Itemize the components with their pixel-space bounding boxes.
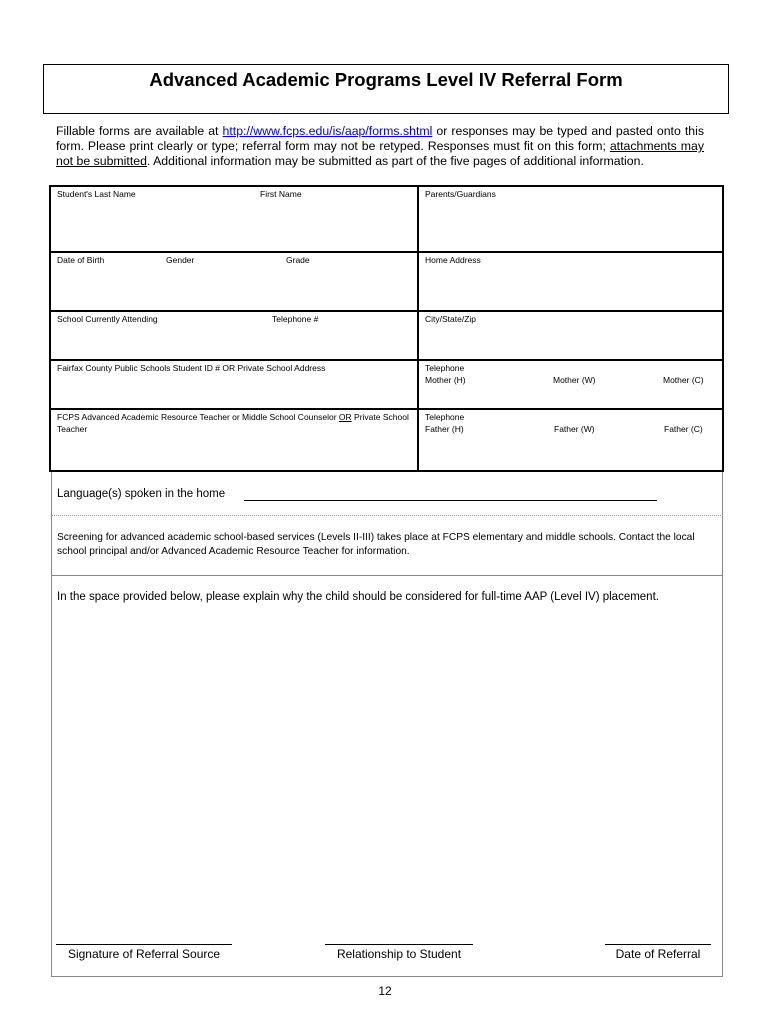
mother-cell-field[interactable]: Mother (C) [663, 375, 704, 385]
gender-field[interactable]: Gender [166, 255, 195, 265]
date-line[interactable] [605, 944, 711, 945]
grid-divider [417, 185, 419, 472]
date-label: Date of Referral [615, 947, 701, 961]
school-field[interactable]: School Currently Attending [57, 314, 158, 324]
teacher-field[interactable] [57, 411, 409, 435]
intro-tail: . Additional information may be submitted as part of the five pages of additional information. [146, 154, 644, 168]
forms-link[interactable]: http://www.fcps.edu/is/aap/forms.shtml [222, 124, 433, 138]
section-divider [51, 515, 723, 516]
intro-paragraph [56, 124, 704, 169]
form-title: Advanced Academic Programs Level IV Referral Form [149, 69, 623, 90]
relationship-label: Relationship to Student [336, 947, 462, 961]
first-name-field[interactable]: First Name [260, 189, 302, 199]
telephone-field[interactable]: Telephone # [272, 314, 319, 324]
last-name-field[interactable]: Student's Last Name [57, 189, 136, 199]
telephone-label-1: Telephone [425, 363, 465, 373]
explain-text: In the space provided below, please explain why the child should be considered for full-time AAP (Level IV) placement. [57, 591, 659, 603]
intro-text: Fillable forms are available at [56, 124, 223, 138]
language-label: Language(s) spoken in the home [57, 488, 226, 500]
student-id-field[interactable]: Fairfax County Public Schools Student ID # OR Private School Address [57, 363, 326, 373]
page-number: 12 [378, 984, 392, 998]
dob-field[interactable]: Date of Birth [57, 255, 105, 265]
parents-field[interactable]: Parents/Guardians [425, 189, 496, 199]
grid-row-line [49, 408, 724, 410]
grade-field[interactable]: Grade [286, 255, 310, 265]
city-state-zip-field[interactable]: City/State/Zip [425, 314, 477, 324]
screening-text: Screening for advanced academic school-based services (Levels II-III) takes place at FCPS elementary and middle schools. Contact the local school principal and/or Advanced Academic Resource Teacher for information. [57, 532, 695, 557]
mother-home-field[interactable]: Mother (H) [425, 375, 466, 385]
intro-underlined: attachments may not be submitted [56, 139, 704, 168]
language-input-line[interactable] [244, 500, 657, 501]
grid-row-line [49, 359, 724, 361]
relationship-line[interactable] [325, 944, 473, 945]
signature-line[interactable] [56, 944, 232, 945]
grid-row-line [49, 251, 724, 253]
father-work-field[interactable]: Father (W) [554, 424, 595, 434]
section-divider [51, 575, 723, 576]
father-home-field[interactable]: Father (H) [425, 424, 464, 434]
telephone-label-2: Telephone [425, 412, 465, 422]
intro-text-2: or responses may be typed and pasted onto this form. Please print clearly or type; referral form may not be retyped. Responses must fit on this form; [56, 124, 704, 153]
teacher-or: OR [338, 412, 352, 422]
signature-label: Signature of Referral Source [67, 947, 221, 961]
teacher-label-2: Private School Teacher [57, 412, 409, 434]
mother-work-field[interactable]: Mother (W) [553, 375, 596, 385]
teacher-label: FCPS Advanced Academic Resource Teacher or Middle School Counselor [57, 412, 339, 422]
home-address-field[interactable]: Home Address [425, 255, 481, 265]
father-cell-field[interactable]: Father (C) [664, 424, 703, 434]
grid-row-line [49, 310, 724, 312]
